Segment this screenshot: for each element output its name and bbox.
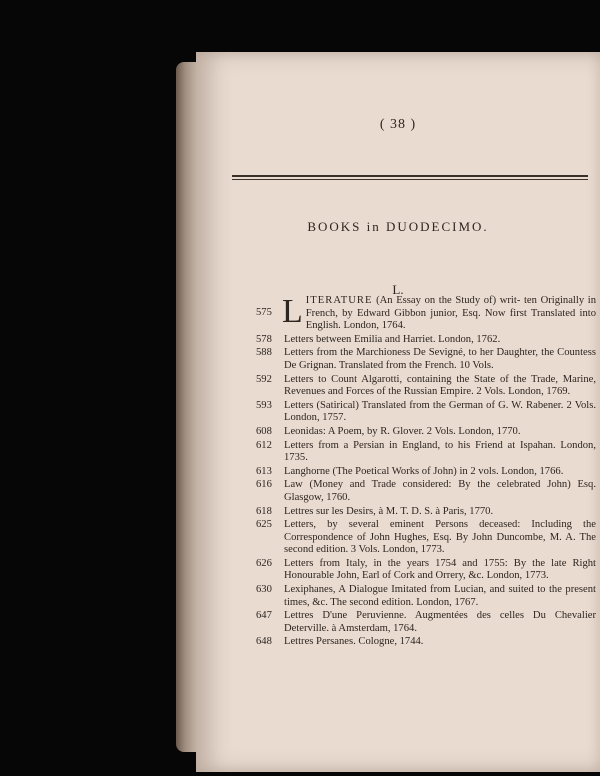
catalogue-entry	[256, 479, 596, 504]
catalogue-entry	[256, 426, 596, 439]
entry-number: 630	[256, 584, 272, 596]
letter-heading: L.	[392, 282, 404, 297]
entry-text: Letters from Italy, in the years 1754 and 1755: By the late Right Honourable John, Earl of Cork and Orrery, &c. London, 1773.	[284, 557, 596, 582]
catalogue-entry	[256, 400, 596, 425]
catalogue-entry	[256, 334, 596, 347]
entry-number: 588	[256, 347, 272, 359]
entry-text: Lettres sur les Desirs, à M. T. D. S. à Paris, 1770.	[284, 505, 494, 517]
entry-number: 616	[256, 479, 272, 491]
catalogue-entry	[256, 466, 596, 479]
entry-number: 625	[256, 519, 272, 531]
entry-text: (An Essay on the Study of) writ- ten Originally in French, by Edward Gibbon junior, Esq. Now first Translated into English. London, 1764.	[305, 295, 596, 332]
catalogue-entry	[256, 558, 596, 583]
entry-number: 613	[256, 465, 272, 477]
entry-text: Lexiphanes, A Dialogue Imitated from Lucian, and suited to the present times, &c. The second edition. London, 1767.	[284, 584, 596, 608]
entry-number: 626	[256, 557, 272, 569]
catalogue-entry	[256, 506, 596, 519]
catalogue-entry	[256, 584, 596, 609]
page-number: ( 38 )	[379, 117, 417, 132]
entry-text: Lettres Persanes. Cologne, 1744.	[284, 636, 424, 648]
entry-text: Letters, by several eminent Persons deceased: Including the Correspondence of John Hughes, Esq. By John Duncombe, M. A. The second edition. 3 Vols. London, 1773.	[284, 519, 596, 556]
drop-cap: L	[282, 293, 303, 330]
header-rule	[232, 175, 588, 180]
entry-number: 648	[256, 636, 272, 648]
entry-caps: ITERATURE	[305, 295, 373, 306]
entry-number: 592	[256, 373, 272, 385]
entry-text: Langhorne (The Poetical Works of John) in 2 vols. London, 1766.	[284, 465, 564, 477]
section-title: BOOKS in DUODECIMO.	[307, 219, 489, 234]
catalogue-entry	[256, 374, 596, 399]
book-page	[196, 52, 600, 772]
entry-number: 593	[256, 399, 272, 411]
entry-number: 575	[256, 307, 272, 318]
entry-number: 578	[256, 333, 272, 345]
entry-number: 608	[256, 425, 272, 437]
entry-text: Letters (Satirical) Translated from the German of G. W. Rabener. 2 Vols. London, 1757.	[284, 399, 596, 424]
catalogue-entries	[256, 295, 596, 650]
catalogue-entry	[256, 440, 596, 465]
catalogue-entry	[256, 519, 596, 557]
catalogue-entry	[256, 636, 596, 649]
entry-text: Letters from a Persian in England, to his Friend at Ispahan. London, 1735.	[284, 439, 596, 464]
entry-number: 618	[256, 505, 272, 517]
entry-number: 612	[256, 439, 272, 451]
entry-text: Letters to Count Algarotti, containing the State of the Trade, Marine, Revenues and Forces of the Russian Empire. 2 Vols. London, 1769.	[284, 373, 596, 398]
entry-text: Lettres D'une Peruvienne. Augmentées des celles Du Chevalier Deterville. à Amsterdam, 1764.	[284, 610, 596, 634]
entry-number: 647	[256, 610, 272, 622]
entry-text: Letters from the Marchioness De Sevigné, to her Daughter, the Countess De Grignan. Translated from the French. 10 Vols.	[284, 347, 596, 371]
catalogue-entry	[256, 295, 596, 333]
entry-text: Law (Money and Trade considered: By the celebrated John) Esq. Glasgow, 1760.	[284, 479, 596, 503]
catalogue-entry	[256, 347, 596, 372]
entry-text: Letters between Emilia and Harriet. London, 1762.	[284, 333, 501, 345]
catalogue-entry	[256, 610, 596, 635]
entry-text: Leonidas: A Poem, by R. Glover. 2 Vols. London, 1770.	[284, 425, 521, 437]
